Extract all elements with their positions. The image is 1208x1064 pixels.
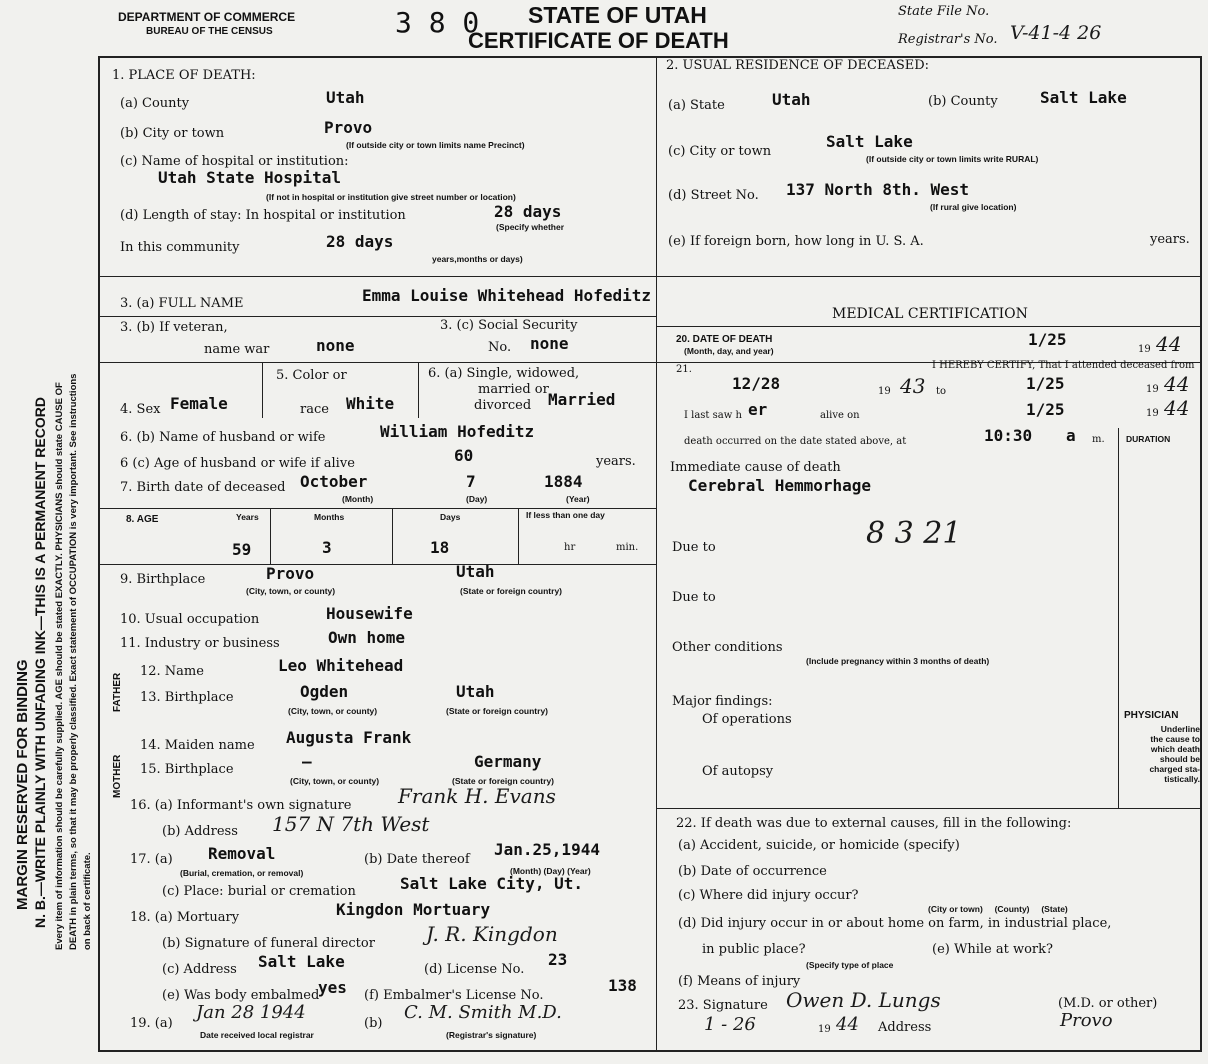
divider-age-bottom <box>98 564 656 565</box>
divider-sex-color <box>262 362 263 418</box>
father-name-label: 12. Name <box>140 664 204 679</box>
autopsy-label: Of autopsy <box>702 764 774 779</box>
home-label: (d) Did injury occur in or about home on farm, in industrial place, <box>678 916 1112 931</box>
father-side-label: FATHER <box>112 672 123 712</box>
physician-sig-year: 44 <box>836 1014 859 1035</box>
father-state-note: (State or foreign country) <box>446 706 549 716</box>
physician-label: PHYSICIAN <box>1124 710 1179 721</box>
dod-label: 20. DATE OF DEATH <box>676 334 773 345</box>
bureau-label: BUREAU OF THE CENSUS <box>146 26 273 37</box>
mother-birth-label: 15. Birthplace <box>140 762 234 777</box>
father-city-note: (City, town, or county) <box>288 706 378 716</box>
dod-year: 44 <box>1156 332 1182 356</box>
sex-value: Female <box>170 394 228 413</box>
birth-day-note: (Day) <box>466 494 488 504</box>
disposal-place: Salt Lake City, Ut. <box>400 874 584 893</box>
hospital-value: Utah State Hospital <box>158 168 342 187</box>
accident-label: (a) Accident, suicide, or homicide (specify) <box>678 838 960 853</box>
informant-address-label: (b) Address <box>162 824 238 839</box>
sex-label: 4. Sex <box>120 402 161 417</box>
physician-note-line: the cause to <box>1150 734 1200 744</box>
md-label: (M.D. or other) <box>1058 996 1158 1011</box>
physician-address: Provo <box>1060 1010 1113 1031</box>
emb-license-label: (f) Embalmer's License No. <box>364 988 544 1003</box>
birthplace-label: 9. Birthplace <box>120 572 206 587</box>
stay-value: 28 days <box>494 202 562 221</box>
dept-label: DEPARTMENT OF COMMERCE <box>118 10 296 24</box>
physician-note-line: Underline <box>1160 724 1200 734</box>
fullname-label: 3. (a) FULL NAME <box>120 296 244 311</box>
director-signature: J. R. Kingdon <box>426 922 558 946</box>
state-file-label: State File No. <box>898 4 990 19</box>
spouse-value: William Hofeditz <box>380 422 535 441</box>
physician-note-line: which death <box>1150 744 1200 754</box>
immediate-value: Cerebral Hemmorhage <box>688 476 872 495</box>
attend-to: 1/25 <box>1026 374 1065 393</box>
spouse-age-value: 60 <box>454 446 474 465</box>
mother-side-label: MOTHER <box>112 754 123 798</box>
res-street-value: 137 North 8th. West <box>786 180 970 199</box>
mother-name-label: 14. Maiden name <box>140 738 255 753</box>
res-street-label: (d) Street No. <box>668 188 759 203</box>
divider-age-3 <box>518 508 519 564</box>
res-street-note: (If rural give location) <box>930 202 1017 212</box>
informant-signature: Frank H. Evans <box>398 784 556 808</box>
marital-label-3: divorced <box>474 398 532 413</box>
disposal-place-label: (c) Place: burial or cremation <box>162 884 356 899</box>
father-name-value: Leo Whitehead <box>278 656 404 675</box>
mortuary-value: Kingdon Mortuary <box>336 900 491 919</box>
where-label: (c) Where did injury occur? <box>678 888 859 903</box>
occupation-value: Housewife <box>326 604 413 623</box>
age-months-header: Months <box>314 512 345 522</box>
birthplace-city: Provo <box>266 564 315 583</box>
divider-age-top <box>98 508 656 509</box>
cert-number: 3 8 0 <box>395 6 480 39</box>
marital-label-1: 6. (a) Single, widowed, <box>428 366 580 381</box>
birth-day: 7 <box>466 472 476 491</box>
city-label: (b) City or town <box>120 126 225 141</box>
spouse-label: 6. (b) Name of husband or wife <box>120 430 326 445</box>
major-label: Major findings: <box>672 694 773 709</box>
father-birth-label: 13. Birthplace <box>140 690 234 705</box>
ss-label: 3. (c) Social Security <box>440 318 578 333</box>
margin-instructions-1: Every item of information should be carefully supplied. AGE should be stated EXACTLY. PHYSICIANS should state CAUSE OF <box>54 382 65 950</box>
due2-label: Due to <box>672 590 716 605</box>
res-county-value: Salt Lake <box>1040 88 1127 107</box>
last-saw-year: 44 <box>1164 396 1190 420</box>
certify-text: I HEREBY CERTIFY, That I attended deceased from <box>932 360 1195 371</box>
mother-birth-city: — <box>302 752 312 771</box>
spouse-age-label: 6 (c) Age of husband or wife if alive <box>120 456 355 471</box>
community-value: 28 days <box>326 232 394 251</box>
embalmed-label: (e) Was body embalmed <box>162 988 320 1003</box>
race-label: race <box>300 402 329 417</box>
type-note: (Specify type of place <box>806 960 894 970</box>
physician-note-line: charged sta- <box>1149 764 1200 774</box>
res-foreign-label: (e) If foreign born, how long in U. S. A. <box>668 234 924 249</box>
registrar-sig-note: (Registrar's signature) <box>446 1030 537 1040</box>
margin-instructions-2: DEATH in plain terms, so that it may be properly classified. Exact statement of OCCUPATION is very important. See instructions <box>68 373 79 950</box>
city-value: Provo <box>324 118 373 137</box>
mother-state-note: (State or foreign country) <box>452 776 555 786</box>
age-months: 3 <box>322 538 332 557</box>
stay-note: (Specify whether <box>496 222 565 232</box>
birth-label: 7. Birth date of deceased <box>120 480 286 495</box>
cause-code: 8 3 21 <box>866 516 962 551</box>
form-border <box>98 56 1202 1052</box>
res-state-value: Utah <box>772 90 811 109</box>
disposal-label: 17. (a) <box>130 852 173 867</box>
age-hr-label: hr <box>564 542 576 553</box>
attend-from-year: 43 <box>900 374 926 398</box>
res-foreign-unit: years. <box>1150 232 1190 247</box>
age-label: 8. AGE <box>126 514 159 525</box>
attend-from-year-prefix: 19 <box>878 386 891 397</box>
occurrence-label: (b) Date of occurrence <box>678 864 827 879</box>
age-years-header: Years <box>236 512 259 522</box>
last-saw-label: I last saw h <box>684 410 742 421</box>
disposal-value: Removal <box>208 844 276 863</box>
mortuary-address-label: (c) Address <box>162 962 237 977</box>
community-note: years,months or days) <box>432 254 523 264</box>
county-label: (a) County <box>120 96 190 111</box>
other-note: (Include pregnancy within 3 months of death) <box>806 656 990 666</box>
external-label: 22. If death was due to external causes, fill in the following: <box>676 816 1072 831</box>
last-saw-date: 1/25 <box>1026 400 1065 419</box>
mother-name-value: Augusta Frank <box>286 728 412 747</box>
industry-label: 11. Industry or business <box>120 636 280 651</box>
medical-heading: MEDICAL CERTIFICATION <box>832 306 1028 322</box>
occupation-label: 10. Usual occupation <box>120 612 260 627</box>
last-saw-suffix: er <box>748 400 768 419</box>
informant-address: 157 N 7th West <box>272 812 430 836</box>
res-state-label: (a) State <box>668 98 725 113</box>
city-note: (If outside city or town limits name Precinct) <box>346 140 525 150</box>
registrar-label: Registrar's No. <box>898 32 998 47</box>
emb-license-value: 138 <box>608 976 637 995</box>
birthplace-city-note: (City, town, or county) <box>246 586 336 596</box>
industry-value: Own home <box>328 628 406 647</box>
disposal-date-note: (Month) (Day) (Year) <box>510 866 591 876</box>
margin-permanent-note: N. B.—WRITE PLAINLY WITH UNFADING INK—THIS IS A PERMANENT RECORD <box>32 397 48 928</box>
race-value: White <box>346 394 395 413</box>
divider-top-section <box>98 276 1202 277</box>
age-lt-day-header: If less than one day <box>526 510 605 520</box>
time-value: 10:30 <box>984 426 1033 445</box>
spouse-years-label: years. <box>596 454 636 469</box>
divider-color-marital <box>418 362 419 418</box>
birth-year-note: (Year) <box>566 494 590 504</box>
center-divider <box>656 56 657 1052</box>
received-note: Date received local registrar <box>200 1030 314 1040</box>
mother-birth-state: Germany <box>474 752 542 771</box>
physician-note-line: should be <box>1159 754 1200 764</box>
attend-to-year-prefix: 19 <box>1146 384 1159 395</box>
dod-year-prefix: 19 <box>1138 344 1151 355</box>
divider-medical-head <box>656 326 1202 327</box>
registrar-signature: C. M. Smith M.D. <box>404 1002 562 1023</box>
work-label: (e) While at work? <box>932 942 1053 957</box>
margin-binding-note: MARGIN RESERVED FOR BINDING <box>14 659 31 910</box>
received-label: 19. (a) <box>130 1016 173 1031</box>
disposal-note: (Burial, cremation, or removal) <box>180 868 304 878</box>
physician-sig-year-prefix: 19 <box>818 1024 831 1035</box>
father-birth-city: Ogden <box>300 682 349 701</box>
place-heading: 1. PLACE OF DEATH: <box>112 68 256 83</box>
res-city-label: (c) City or town <box>668 144 772 159</box>
fullname-value: Emma Louise Whitehead Hofeditz <box>362 286 651 305</box>
veteran-label: 3. (b) If veteran, <box>120 320 228 335</box>
community-label: In this community <box>120 240 240 255</box>
operations-label: Of operations <box>702 712 792 727</box>
informant-sig-label: 16. (a) Informant's own signature <box>130 798 352 813</box>
age-days-header: Days <box>440 512 461 522</box>
embalmed-value: yes <box>318 978 347 997</box>
birth-year: 1884 <box>544 472 583 491</box>
margin-instructions-3: on back of certificate. <box>82 852 93 950</box>
physician-note <box>1124 724 1200 784</box>
license-label: (d) License No. <box>424 962 525 977</box>
duration-label: DURATION <box>1126 434 1171 444</box>
physician-note-line: tistically. <box>1164 774 1200 784</box>
mother-city-note: (City, town, or county) <box>290 776 380 786</box>
res-city-note: (If outside city or town limits write RURAL) <box>866 154 1039 164</box>
certify-number: 21. <box>676 364 692 375</box>
immediate-label: Immediate cause of death <box>670 460 841 475</box>
war-value: none <box>316 336 355 355</box>
mortuary-address: Salt Lake <box>258 952 345 971</box>
county-value: Utah <box>326 88 365 107</box>
res-city-value: Salt Lake <box>826 132 913 151</box>
where-note: (City or town) (County) (State) <box>928 904 1068 914</box>
other-label: Other conditions <box>672 640 783 655</box>
registrar-number: V-41-4 26 <box>1010 22 1102 44</box>
father-birth-state: Utah <box>456 682 495 701</box>
dod-note: (Month, day, and year) <box>684 346 774 356</box>
physician-address-label: Address <box>878 1020 932 1035</box>
color-label: 5. Color or <box>276 368 347 383</box>
cert-title: CERTIFICATE OF DEATH <box>468 28 729 53</box>
war-label: name war <box>204 342 270 357</box>
received-date: Jan 28 1944 <box>196 1002 306 1023</box>
res-county-label: (b) County <box>928 94 998 109</box>
public-label: in public place? <box>702 942 806 957</box>
birthplace-state-note: (State or foreign country) <box>460 586 563 596</box>
alive-on-label: alive on <box>820 410 860 421</box>
hospital-note: (If not in hospital or institution give street number or location) <box>266 192 516 202</box>
disposal-date: Jan.25,1944 <box>494 840 600 859</box>
marital-label-2: married or <box>478 382 549 397</box>
attend-to-year: 44 <box>1164 372 1190 396</box>
mortuary-label: 18. (a) Mortuary <box>130 910 240 925</box>
physician-signature: Owen D. Lungs <box>786 988 941 1012</box>
divider-duration <box>1118 428 1119 808</box>
last-saw-year-prefix: 19 <box>1146 408 1159 419</box>
time-am: a <box>1066 426 1076 445</box>
birth-month: October <box>300 472 368 491</box>
divider-veteran <box>98 316 656 317</box>
attend-to-label: to <box>936 386 947 397</box>
birthplace-state: Utah <box>456 562 495 581</box>
marital-value: Married <box>548 390 616 409</box>
ss-value: none <box>530 334 569 353</box>
physician-sig-date: 1 - 26 <box>704 1014 756 1035</box>
age-min-label: min. <box>616 542 639 553</box>
state-title: STATE OF UTAH <box>528 2 707 28</box>
age-years: 59 <box>232 540 252 559</box>
ss-no-label: No. <box>488 340 512 355</box>
time-m: m. <box>1092 434 1105 445</box>
divider-age-1 <box>270 508 271 564</box>
occurred-label: death occurred on the date stated above, at <box>684 436 907 447</box>
due1-label: Due to <box>672 540 716 555</box>
birth-month-note: (Month) <box>342 494 374 504</box>
disposal-date-label: (b) Date thereof <box>364 852 470 867</box>
divider-age-2 <box>392 508 393 564</box>
registrar-sig-label: (b) <box>364 1016 383 1031</box>
physician-sig-label: 23. Signature <box>678 998 768 1013</box>
attend-from: 12/28 <box>732 374 781 393</box>
means-label: (f) Means of injury <box>678 974 801 989</box>
hospital-label: (c) Name of hospital or institution: <box>120 154 349 169</box>
director-label: (b) Signature of funeral director <box>162 936 375 951</box>
stay-label: (d) Length of stay: In hospital or institution <box>120 208 406 223</box>
divider-external <box>656 808 1202 809</box>
license-value: 23 <box>548 950 568 969</box>
age-days: 18 <box>430 538 450 557</box>
divider-sex <box>98 362 656 363</box>
residence-heading: 2. USUAL RESIDENCE OF DECEASED: <box>666 58 930 73</box>
dod-value: 1/25 <box>1028 330 1067 349</box>
